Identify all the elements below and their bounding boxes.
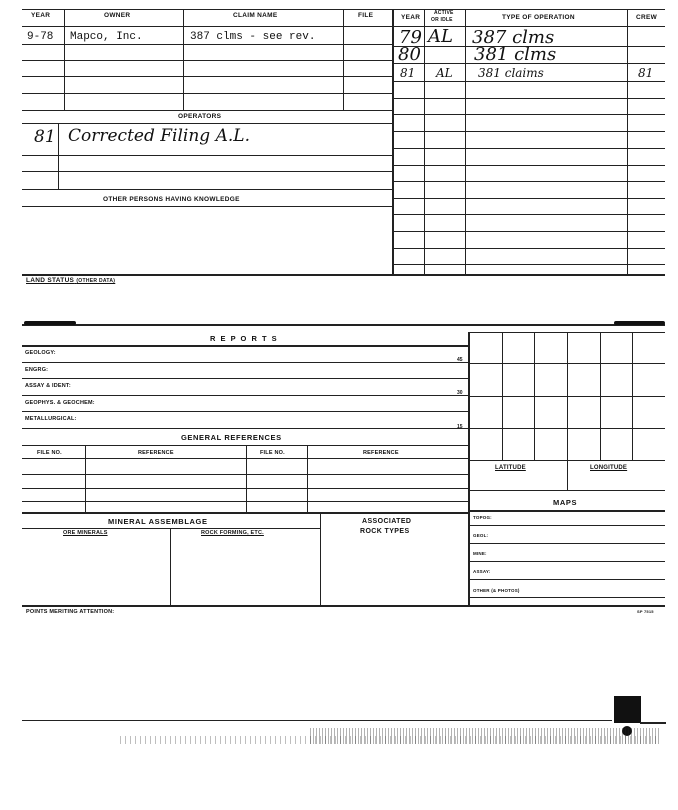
associated-rock-types-line2: ROCK TYPES bbox=[360, 528, 410, 535]
punch-mark-right bbox=[614, 321, 665, 325]
land-status-sub: (OTHER DATA) bbox=[76, 278, 116, 284]
maps-row-mine: MINE: bbox=[473, 551, 487, 556]
punch-mark-left bbox=[24, 321, 76, 325]
activity-row2-type: 381 clms bbox=[474, 44, 557, 65]
activity-col-crew: CREW bbox=[636, 14, 658, 21]
maps-row-geol: GEOL: bbox=[473, 533, 489, 538]
report-row-engrg: ENGRG: bbox=[25, 367, 49, 373]
gref-col-ref1: REFERENCE bbox=[138, 450, 174, 456]
land-status-title: LAND STATUS bbox=[26, 277, 75, 284]
activity-row1-status: AL bbox=[428, 26, 453, 47]
col-rock-forming: ROCK FORMING, ETC. bbox=[201, 530, 264, 536]
other-persons-title: OTHER PERSONS HAVING KNOWLEDGE bbox=[103, 196, 240, 203]
col-ore-minerals: ORE MINERALS bbox=[63, 530, 108, 536]
mineral-assemblage-title: MINERAL ASSEMBLAGE bbox=[108, 517, 208, 526]
activity-col-type: TYPE OF OPERATION bbox=[502, 14, 575, 21]
activity-col-active: ACTIVE bbox=[434, 10, 454, 16]
operator-entry-year: 81 bbox=[34, 127, 56, 147]
associated-rock-types-line1: ASSOCIATED bbox=[362, 518, 412, 525]
longitude-label: LONGITUDE bbox=[590, 465, 628, 471]
col-year-header: YEAR bbox=[31, 12, 51, 19]
copy-artifact-noise-dense bbox=[310, 728, 660, 744]
activity-col-idle: OR IDLE bbox=[431, 17, 453, 23]
points-meriting-attention-label: POINTS MERITING ATTENTION: bbox=[26, 609, 115, 615]
activity-row3-type: 381 claims bbox=[478, 66, 544, 80]
activity-row3-crew: 81 bbox=[638, 66, 654, 80]
margin-num-30: 30 bbox=[457, 390, 463, 396]
col-owner-header: OWNER bbox=[104, 12, 131, 19]
latitude-label: LATITUDE bbox=[495, 465, 526, 471]
activity-col-year: YEAR bbox=[401, 14, 421, 21]
maps-row-topog: TOPOG: bbox=[473, 515, 492, 520]
gref-col-file2: FILE NO. bbox=[260, 450, 285, 456]
maps-row-other: OTHER (& PHOTOS) bbox=[473, 588, 520, 593]
activity-row3-year: 81 bbox=[400, 66, 416, 80]
copy-artifact-block bbox=[614, 696, 641, 723]
owner-row1-claim-name: 387 clms - see rev. bbox=[190, 31, 316, 43]
land-status-label bbox=[26, 277, 115, 284]
report-row-metallurgical: METALLURGICAL: bbox=[25, 416, 77, 422]
gref-col-file1: FILE NO. bbox=[37, 450, 62, 456]
form-code: SP 7515 bbox=[637, 609, 654, 614]
activity-row2-year: 80 bbox=[398, 44, 421, 65]
owner-row1-owner: Mapco, Inc. bbox=[70, 31, 143, 43]
activity-row3-status: AL bbox=[436, 66, 453, 80]
owner-row1-year: 9-78 bbox=[27, 31, 54, 43]
gref-col-ref2: REFERENCE bbox=[363, 450, 399, 456]
activity-row1-year: 79 bbox=[399, 27, 422, 48]
activity-row1-type: 387 clms bbox=[472, 27, 555, 48]
margin-num-45: 45 bbox=[457, 357, 463, 363]
operator-entry-name: Corrected Filing A.L. bbox=[68, 126, 250, 146]
report-row-assay: ASSAY & IDENT: bbox=[25, 383, 71, 389]
report-row-geophys: GEOPHYS. & GEOCHEM: bbox=[25, 400, 95, 406]
report-row-geology: GEOLOGY: bbox=[25, 350, 56, 356]
maps-title: MAPS bbox=[553, 498, 578, 507]
general-references-title: GENERAL REFERENCES bbox=[181, 433, 282, 442]
col-claim-name-header: CLAIM NAME bbox=[233, 12, 278, 19]
margin-num-15: 15 bbox=[457, 424, 463, 430]
reports-title: R E P O R T S bbox=[210, 334, 279, 343]
operators-title: OPERATORS bbox=[178, 113, 222, 120]
maps-row-assay: ASSAY: bbox=[473, 569, 491, 574]
col-file-header: FILE bbox=[358, 12, 374, 19]
